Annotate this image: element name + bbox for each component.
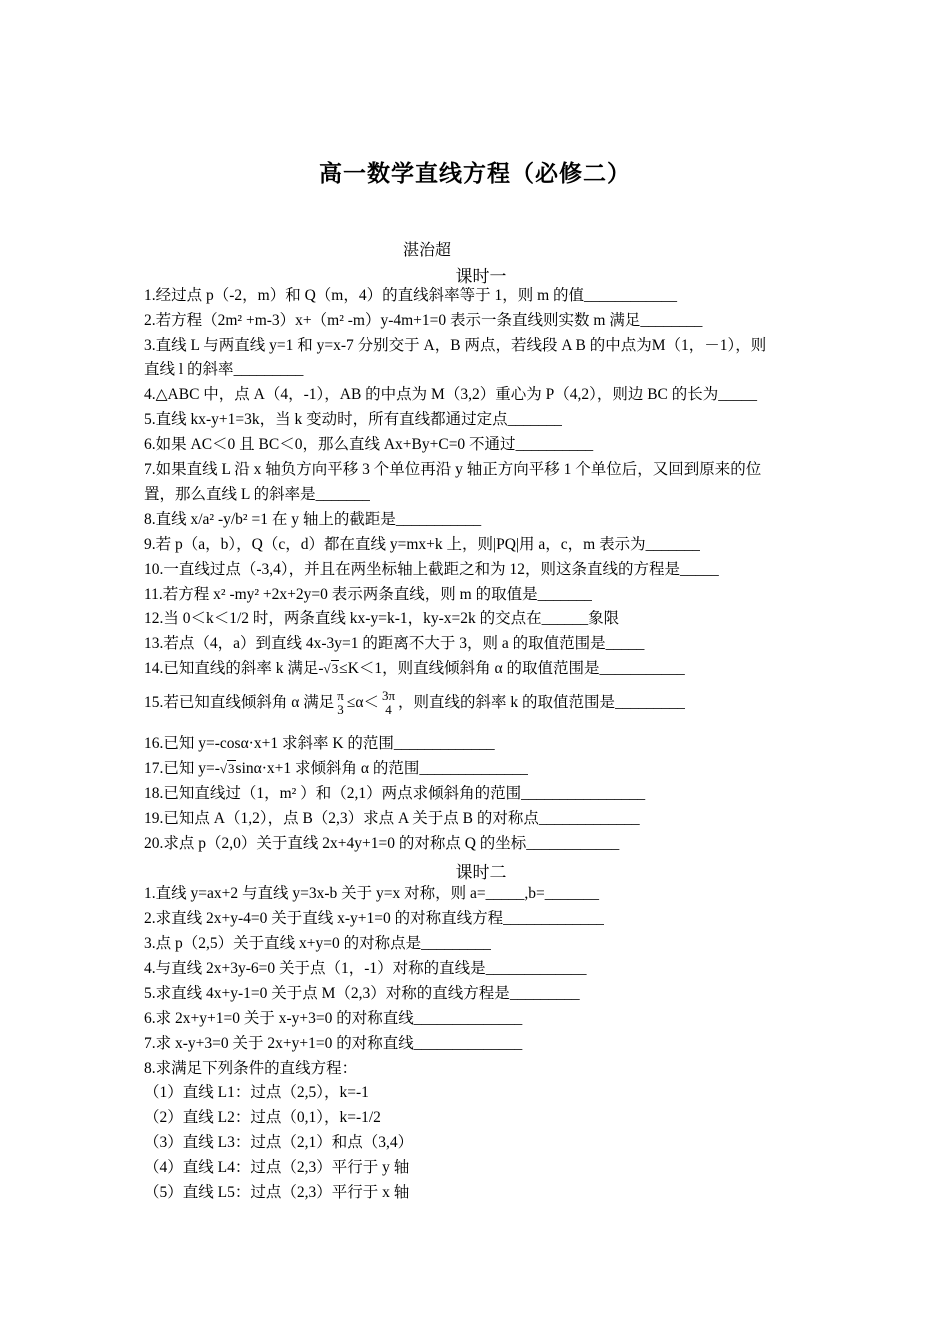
section-heading-2: 课时二 <box>455 863 507 882</box>
fraction-pi-over-3: π 3 <box>337 688 344 718</box>
question-1-4: 4.△ABC 中，点 A（4，-1），AB 的中点为 M（3,2）重心为 P（4,2），则边 BC 的长为_____ <box>144 386 758 403</box>
question-1-10: 10.一直线过点（-3,4），并且在两坐标轴上截距之和为 12，则这条直线的方程是_____ <box>144 561 719 578</box>
author-name: 湛治超 <box>403 242 452 259</box>
question-2-1: 1.直线 y=ax+2 与直线 y=3x-b 关于 y=x 对称，则 a=_____,b=_______ <box>144 885 599 902</box>
question-2-8-sub-4: （4）直线 L4：过点（2,3）平行于 y 轴 <box>144 1159 410 1176</box>
question-2-3: 3.点 p（2,5）关于直线 x+y=0 的对称点是_________ <box>144 935 491 952</box>
question-1-15: 15.若已知直线倾斜角 α 满足 π 3 ≤α＜ 3π 4 ，则直线的斜率 k 的取值范围是_________ <box>144 688 685 718</box>
question-1-17: 17.已知 y=-√3sinα·x+1 求倾斜角 α 的范围______________ <box>144 760 528 777</box>
question-1-7-cont: 置，那么直线 L 的斜率是_______ <box>144 486 370 503</box>
question-1-1: 1.经过点 p（-2，m）和 Q（m，4）的直线斜率等于 1，则 m 的值____________ <box>144 287 678 304</box>
question-1-18: 18.已知直线过（1，m² ）和（2,1）两点求倾斜角的范围________________ <box>144 785 646 802</box>
question-1-3: 3.直线 L 与两直线 y=1 和 y=x-7 分别交于 A，B 两点，若线段 A B 的中点为M（1，－1），则 <box>144 337 767 354</box>
question-1-20: 20.求点 p（2,0）关于直线 2x+4y+1=0 的对称点 Q 的坐标____________ <box>144 835 620 852</box>
page-title: 高一数学直线方程（必修二） <box>319 161 631 187</box>
question-1-5: 5.直线 kx-y+1=3k，当 k 变动时，所有直线都通过定点_______ <box>144 411 562 428</box>
question-1-16: 16.已知 y=-cosα·x+1 求斜率 K 的范围_____________ <box>144 735 495 752</box>
question-2-8: 8.求满足下列条件的直线方程： <box>144 1060 358 1077</box>
question-2-2: 2.求直线 2x+y-4=0 关于直线 x-y+1=0 的对称直线方程_____________ <box>144 910 604 927</box>
sqrt-symbol: √3 <box>219 761 235 776</box>
question-1-14: 14.已知直线的斜率 k 满足-√3≤K＜1，则直线倾斜角 α 的取值范围是___________ <box>144 660 685 677</box>
section-heading-1: 课时一 <box>455 267 507 286</box>
question-1-13: 13.若点（4，a）到直线 4x-3y=1 的距离不大于 3，则 a 的取值范围是_____ <box>144 635 645 652</box>
fraction-3pi-over-4: 3π 4 <box>381 688 396 718</box>
question-1-12: 12.当 0＜k＜1/2 时，两条直线 kx-y=k-1，ky-x=2k 的交点在______象限 <box>144 610 620 627</box>
question-1-3-cont: 直线 l 的斜率_________ <box>144 361 304 378</box>
question-1-11: 11.若方程 x² -my² +2x+2y=0 表示两条直线，则 m 的取值是_______ <box>144 586 592 603</box>
question-1-19: 19.已知点 A（1,2），点 B（2,3）求点 A 关于点 B 的对称点_____________ <box>144 810 640 827</box>
question-1-8: 8.直线 x/a² -y/b² =1 在 y 轴上的截距是___________ <box>144 511 482 528</box>
sqrt-symbol: √3 <box>323 661 339 676</box>
question-2-4: 4.与直线 2x+3y-6=0 关于点（1，-1）对称的直线是_____________ <box>144 960 587 977</box>
question-1-9: 9.若 p（a，b），Q（c，d）都在直线 y=mx+k 上，则|PQ|用 a，c，m 表示为_______ <box>144 536 700 553</box>
question-2-8-sub-2: （2）直线 L2：过点（0,1），k=-1/2 <box>144 1109 381 1126</box>
question-2-5: 5.求直线 4x+y-1=0 关于点 M（2,3）对称的直线方程是_________ <box>144 985 580 1002</box>
question-1-2: 2.若方程（2m² +m-3）x+（m² -m）y-4m+1=0 表示一条直线则实数 m 满足________ <box>144 312 703 329</box>
question-1-6: 6.如果 AC＜0 且 BC＜0，那么直线 Ax+By+C=0 不通过__________ <box>144 436 594 453</box>
question-2-7: 7.求 x-y+3=0 关于 2x+y+1=0 的对称直线______________ <box>144 1035 523 1052</box>
question-2-8-sub-1: （1）直线 L1：过点（2,5），k=-1 <box>144 1084 369 1101</box>
question-2-8-sub-3: （3）直线 L3：过点（2,1）和点（3,4） <box>144 1134 414 1151</box>
question-2-8-sub-5: （5）直线 L5：过点（2,3）平行于 x 轴 <box>144 1184 410 1201</box>
question-2-6: 6.求 2x+y+1=0 关于 x-y+3=0 的对称直线______________ <box>144 1010 523 1027</box>
question-1-7: 7.如果直线 L 沿 x 轴负方向平移 3 个单位再沿 y 轴正方向平移 1 个单位后，又回到原来的位 <box>144 461 762 478</box>
